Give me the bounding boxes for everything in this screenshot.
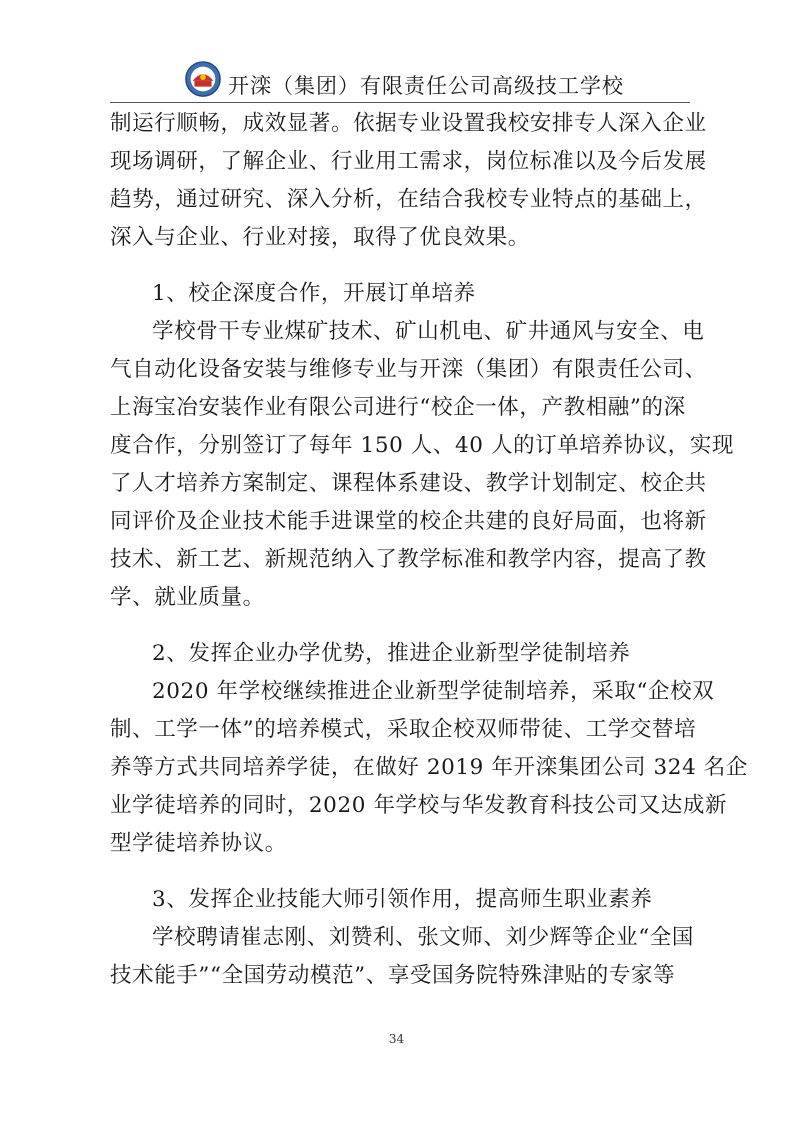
paragraph-line: 趋势，通过研究、深入分析，在结合我校专业特点的基础上， <box>110 187 707 212</box>
paragraph-line: 深入与企业、行业对接，取得了优良效果。 <box>110 225 530 250</box>
paragraph-line: 2020 年学校继续推进企业新型学徒制培养，采取“企校双 <box>152 679 715 704</box>
paragraph-line: 学、就业质量。 <box>110 585 265 610</box>
paragraph-line: 制运行顺畅，成效显著。依据专业设置我校安排专人深入企业 <box>110 111 707 136</box>
page-header <box>110 58 690 103</box>
paragraph-line: 技术、新工艺、新规范纳入了教学标准和教学内容，提高了教 <box>110 547 707 572</box>
paragraph-line: 技术能手”“全国劳动模范”、享受国务院特殊津贴的专家等 <box>110 963 676 988</box>
paragraph-line: 现场调研，了解企业、行业用工需求，岗位标准以及今后发展 <box>110 149 707 174</box>
paragraph-line: 上海宝冶安装作业有限公司进行“校企一体，产教相融”的深 <box>110 395 686 420</box>
paragraph-line: 制、工学一体”的培养模式，采取企校双师带徒、工学交替培 <box>110 717 697 742</box>
section-heading: 2、发挥企业办学优势，推进企业新型学徒制培养 <box>152 641 631 666</box>
section-heading: 3、发挥企业技能大师引领作用，提高师生职业素养 <box>152 887 653 912</box>
paragraph-line: 养等方式共同培养学徒，在做好 2019 年开滦集团公司 324 名企 <box>110 755 748 780</box>
section-heading: 1、校企深度合作，开展订单培养 <box>152 281 476 306</box>
paragraph-line: 同评价及企业技术能手进课堂的校企共建的良好局面，也将新 <box>110 509 707 534</box>
header-title: 开滦（集团）有限责任公司高级技工学校 <box>228 74 624 98</box>
school-emblem-icon <box>184 60 222 98</box>
paragraph-line: 型学徒培养协议。 <box>110 831 287 856</box>
page-number: 34 <box>388 1032 405 1046</box>
paragraph-line: 了人才培养方案制定、课程体系建设、教学计划制定、校企共 <box>110 471 707 496</box>
paragraph-line: 度合作，分别签订了每年 150 人、40 人的订单培养协议，实现 <box>110 433 735 458</box>
paragraph-line: 气自动化设备安装与维修专业与开滦（集团）有限责任公司、 <box>110 357 707 382</box>
paragraph-line: 学校聘请崔志刚、刘赞利、张文师、刘少辉等企业“全国 <box>152 925 694 950</box>
paragraph-line: 业学徒培养的同时，2020 年学校与华发教育科技公司又达成新 <box>110 793 728 818</box>
paragraph-line: 学校骨干专业煤矿技术、矿山机电、矿井通风与安全、电 <box>152 319 705 344</box>
